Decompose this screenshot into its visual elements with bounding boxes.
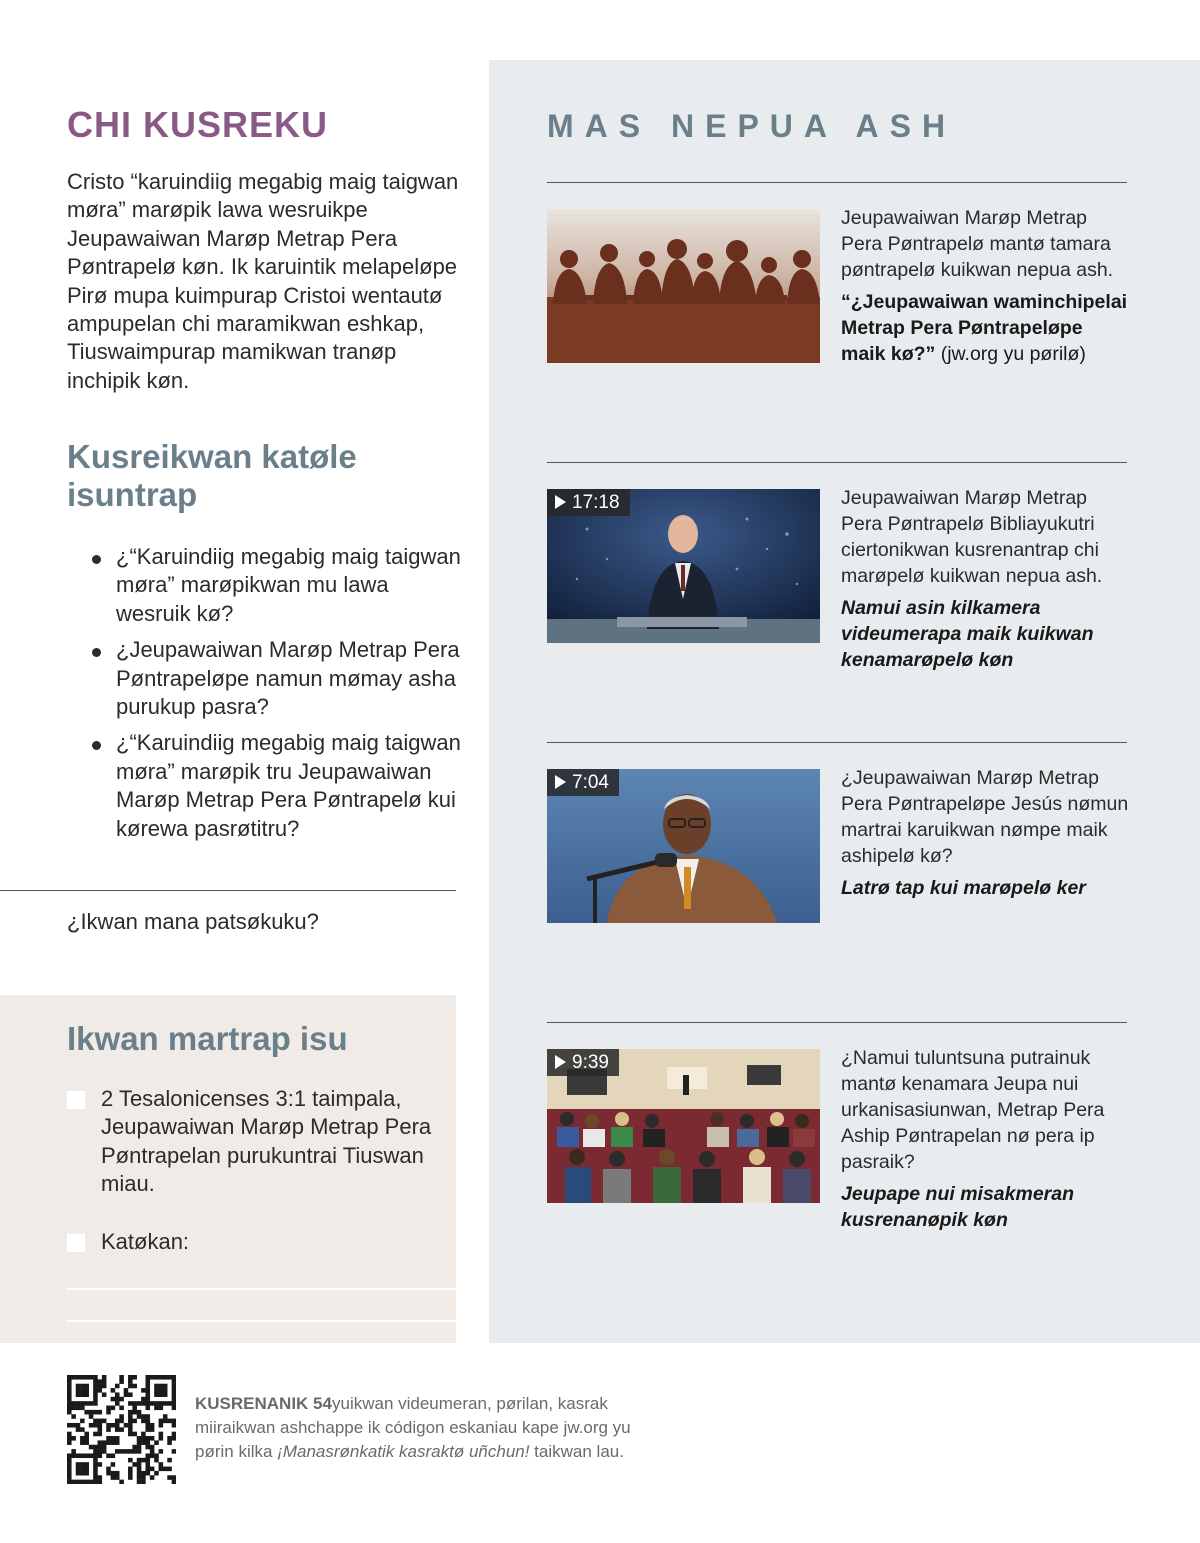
video-duration: 7:04 <box>572 772 609 793</box>
resource-divider <box>547 742 1127 743</box>
checkbox[interactable] <box>67 1091 85 1109</box>
video-duration: 9:39 <box>572 1052 609 1073</box>
video-duration-badge <box>547 489 630 516</box>
resource-link[interactable]: Latrø tap kui marøpelø ker <box>841 877 1086 899</box>
resource-link-source: (jw.org yu pørilø) <box>935 343 1086 365</box>
summary-text: Cristo “karuindiig megabig maig taigwan møra” marøpik lawa wesruikpe Jeupawaiwan Marøp Metrap Pera Pøntrapelø køn. Ik karuintik melapeløpe Pirø mupa kuimpurap Cristoi wentautø ampupelan chi maramikwan eshkap, Tiuswaimpurap mamikwan tranøp inchipik køn. <box>67 169 459 393</box>
bullet-icon <box>92 741 101 750</box>
write-line[interactable] <box>67 1320 456 1322</box>
video-thumbnail[interactable] <box>547 489 820 643</box>
bullet-icon <box>92 555 101 564</box>
resource-description: Jeupawaiwan Marøp Metrap Pera Pøntrapelø mantø tamara pøntrapelø kuikwan nepua ash. <box>841 207 1114 281</box>
bullet-icon <box>92 648 101 657</box>
resource-text <box>841 205 1131 367</box>
footer-text-a: yuikwan videumeran, pørilan, kasrak miiraikwan ashchappe ik códigon eskaniau kape jw.org yu pørin kilka <box>195 1394 631 1461</box>
resource-link[interactable]: Jeupape nui misakmeran kusrenanøpik køn <box>841 1183 1075 1231</box>
footer-note <box>195 1392 635 1464</box>
section-divider <box>0 890 456 891</box>
review-heading: Kusreikwan katøle isuntrap <box>67 438 357 513</box>
resource-link[interactable]: Namui asin kilkamera videumerapa maik kuikwan kenamarøpelø køn <box>841 597 1094 671</box>
resource-text <box>841 765 1131 901</box>
article-thumbnail[interactable] <box>547 209 820 363</box>
resource-link-title[interactable]: “¿Jeupawaiwan waminchipelai Metrap Pera Pøntrapeløpe maik kø?” <box>841 291 1128 365</box>
more-heading: MAS NEPUA ASH <box>547 108 957 144</box>
review-question-text: ¿“Karuindiig megabig maig taigwan møra” marøpikwan mu lawa wesruik kø? <box>116 544 461 626</box>
summary-heading: CHI KUSREKU <box>67 104 329 145</box>
task-heading: Ikwan martrap isu <box>67 1020 348 1057</box>
resource-description: ¿Jeupawaiwan Marøp Metrap Pera Pøntrapeløpe Jesús nømun martrai karuikwan nømpe maik ashipelø kø? <box>841 767 1129 867</box>
reflection-prompt: ¿Ikwan mana patsøkuku? <box>67 909 319 934</box>
checkbox[interactable] <box>67 1234 85 1252</box>
write-line[interactable] <box>67 1288 456 1290</box>
lesson-label: KUSRENANIK 54 <box>195 1394 332 1413</box>
resource-description: ¿Namui tuluntsuna putrainuk mantø kenamara Jeupa nui urkanisasiunwan, Metrap Pera Aship Pøntrapelan nø pera ip pasraik? <box>841 1047 1105 1173</box>
resource-link[interactable] <box>841 289 1131 367</box>
resource-divider <box>547 462 1127 463</box>
task-item <box>67 1085 437 1205</box>
review-question <box>92 543 462 628</box>
book-title[interactable]: ¡Manasrønkatik kasraktø uñchun! <box>277 1442 530 1461</box>
task-item-text: 2 Tesalonicenses 3:1 taimpala, Jeupawaiwan Marøp Metrap Pera Pøntrapelan purukuntrai Tiuswan miau. <box>101 1086 432 1197</box>
play-icon <box>555 495 566 509</box>
video-thumbnail[interactable] <box>547 1049 820 1203</box>
review-question-text: ¿“Karuindiig megabig maig taigwan møra” marøpik tru Jeupawaiwan Marøp Metrap Pera Pøntrapelø kui kørewa pasrøtitru? <box>116 730 461 841</box>
task-item <box>67 1228 437 1258</box>
task-item-text: Katøkan: <box>101 1229 190 1254</box>
video-duration: 17:18 <box>572 492 620 513</box>
meeting-silhouette-image <box>547 209 820 363</box>
review-question-text: ¿Jeupawaiwan Marøp Metrap Pera Pøntrapeløpe namun mømay asha purukup pasra? <box>116 637 460 720</box>
qr-code-graphic <box>67 1375 176 1484</box>
review-questions <box>92 543 462 851</box>
resource-divider <box>547 182 1127 183</box>
review-question <box>92 729 462 843</box>
resource-text <box>841 1045 1131 1233</box>
resource-description: Jeupawaiwan Marøp Metrap Pera Pøntrapelø Bibliayukutri ciertonikwan kusrenantrap chi marøpelø kuikwan nepua ash. <box>841 487 1103 587</box>
play-icon <box>555 1055 566 1069</box>
video-duration-badge <box>547 769 619 796</box>
resource-divider <box>547 1022 1127 1023</box>
review-question <box>92 636 462 721</box>
qr-code-icon[interactable] <box>67 1375 176 1484</box>
resource-text <box>841 485 1131 673</box>
video-duration-badge <box>547 1049 619 1076</box>
video-thumbnail[interactable] <box>547 769 820 923</box>
play-icon <box>555 775 566 789</box>
footer-text-b: taikwan lau. <box>529 1442 624 1461</box>
